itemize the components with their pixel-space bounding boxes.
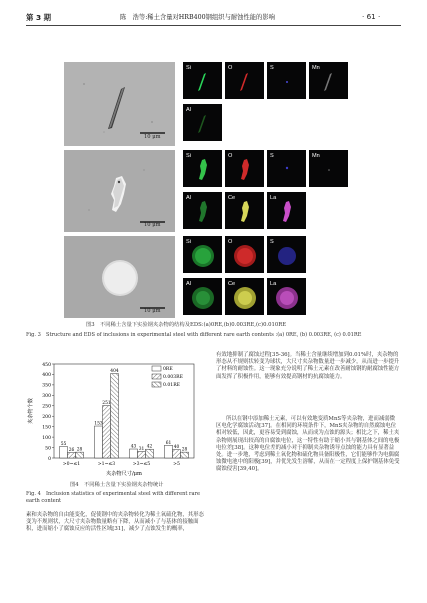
- journal-issue: 第 3 期: [26, 13, 52, 22]
- eds-map-b-la: [267, 192, 306, 229]
- y-tick-label: 100: [42, 435, 51, 441]
- element-label: Si: [186, 65, 191, 71]
- sem-image-b: [64, 150, 175, 232]
- bar: [165, 445, 173, 458]
- bar-value-label: 31: [138, 447, 145, 453]
- bar-value-label: 28: [76, 447, 83, 453]
- header-rule: [26, 25, 401, 26]
- y-tick-label: 350: [42, 383, 51, 389]
- figure-4-caption-en: Fig. 4 Inclusion statistics of experimental steel with different rare earth content: [26, 491, 200, 504]
- bar: [130, 449, 138, 458]
- bar-value-label: 404: [110, 369, 119, 375]
- bar-value-label: 42: [146, 444, 153, 450]
- element-label: Ce: [228, 195, 236, 201]
- legend-swatch: [152, 374, 161, 379]
- bar-value-label: 28: [181, 447, 188, 453]
- legend-label: 0.01RE: [163, 383, 181, 388]
- element-label: O: [228, 239, 233, 245]
- eds-map-c-si: [183, 236, 222, 273]
- eds-map-b-mn: [309, 150, 348, 187]
- bar-value-label: 40: [173, 445, 180, 451]
- element-label: S: [270, 65, 274, 71]
- bar: [111, 374, 119, 458]
- bar-value-label: 55: [60, 442, 67, 448]
- legend-label: 0RE: [163, 367, 173, 372]
- sem-image-c: [64, 236, 175, 318]
- element-label: Mn: [312, 153, 320, 159]
- element-label: Al: [186, 195, 191, 201]
- page-header: [0, 0, 427, 28]
- element-label: Mn: [312, 65, 320, 71]
- eds-map-c-la: [267, 278, 306, 315]
- x-tick-label: >5: [173, 462, 180, 467]
- scale-label-a: 10 μm: [144, 134, 161, 140]
- eds-map-a-s: [267, 62, 306, 99]
- eds-map-c-s: [267, 236, 306, 273]
- y-tick-label: 200: [42, 415, 51, 421]
- scale-label-b: 10 μm: [144, 222, 161, 228]
- y-tick-label: 150: [42, 425, 51, 431]
- y-tick-label: 400: [42, 373, 51, 379]
- eds-map-a-o: [225, 62, 264, 99]
- element-label: La: [270, 195, 277, 201]
- eds-map-b-ce: [225, 192, 264, 229]
- element-label: Al: [186, 281, 191, 287]
- figure-3-caption-cn: 图3 不同稀土含量下实验钢夹杂物的结构及EDS:(a)0RE,(b)0.003RE,(c)0.010RE: [86, 322, 287, 328]
- eds-map-c-ce: [225, 278, 264, 315]
- bar: [173, 450, 181, 458]
- eds-map-b-s: [267, 150, 306, 187]
- eds-map-b-al: [183, 192, 222, 229]
- bar: [76, 452, 84, 458]
- element-label: Al: [186, 107, 191, 113]
- element-label: La: [270, 281, 277, 287]
- figure-3-caption-en: Fig. 3 Structure and EDS of inclusions in experimental steel with different rare earth contents :(a) 0RE, (b) 0.003RE, (c) 0.01RE: [26, 332, 362, 338]
- bar: [138, 452, 146, 458]
- bar: [60, 447, 68, 458]
- element-label: Si: [186, 239, 191, 245]
- bar: [103, 406, 111, 458]
- y-tick-label: 450: [42, 362, 51, 368]
- element-label: Ce: [228, 281, 236, 287]
- element-label: S: [270, 153, 274, 159]
- y-tick-label: 250: [42, 404, 51, 410]
- x-axis-label: 夹杂物尺寸/μm: [106, 471, 142, 477]
- bar-value-label: 43: [130, 444, 137, 450]
- bar-value-label: 61: [165, 440, 172, 446]
- eds-map-c-o: [225, 236, 264, 273]
- element-label: Si: [186, 153, 191, 159]
- bar: [68, 453, 76, 458]
- element-label: O: [228, 153, 233, 159]
- eds-map-c-al: [183, 278, 222, 315]
- page-number: · 61 ·: [362, 12, 381, 21]
- legend-swatch: [152, 382, 161, 387]
- bar-value-label: 26: [68, 448, 75, 454]
- x-tick-label: >3~≤5: [132, 462, 151, 467]
- body-text-right-p1: 有效地抑制了腐蚀过程[35-36]。当稀土含量继续增加到0.01%时，夹杂物的形态从不规则状转变为球状，大尺寸夹杂物数量进一步减少，从而进一步提升了材料的耐蚀性。这一现象充分说明了稀土元素在改善耐蚀钢的耐腐蚀性能方面发挥了积极作用，能够有效提高钢材的抗腐蚀能力。: [216, 352, 400, 380]
- y-axis-label: 夹杂物个数: [28, 398, 34, 424]
- bar: [181, 452, 189, 458]
- legend-swatch: [152, 366, 161, 371]
- y-tick-label: 300: [42, 394, 51, 400]
- eds-map-a-mn: [309, 62, 348, 99]
- body-text-right-p2: 所以在钢中添加稀土元素，可以有效地变质MnS等夹杂物，进而减弱微区电化学腐蚀活动[37]。在相同的环境条件下，MnS夹杂物的自然腐蚀电位相对较低，因此，更容易受到腐蚀，从而成为点蚀的源头；相比之下，稀土夹杂物则展现出较高的自腐蚀电位，这一特性有助于缩小其与钢基体之间的电极电位差[38]。这种电位差的减小对于抑制夹杂物诱导点蚀的能力具有显著益处。进一步地，考虑到稀土氧化物和硫化物具备阳极性，它们能够作为电偶腐蚀微电池中的阳极[39]，并优先发生溶解，从而在一定程度上保护钢基体免受腐蚀侵害[39,40]。: [216, 416, 400, 473]
- eds-map-b-si: [183, 150, 222, 187]
- running-title: 陈 浩等:稀土含量对HRB400钢组织与耐蚀性能的影响: [120, 14, 275, 21]
- eds-map-b-o: [225, 150, 264, 187]
- bar-value-label: 251: [102, 401, 111, 407]
- x-tick-label: >0~≤1: [62, 462, 81, 467]
- bar-value-label: 153: [94, 421, 103, 427]
- element-label: O: [228, 65, 233, 71]
- eds-map-a-si: [183, 62, 222, 99]
- element-label: S: [270, 239, 274, 245]
- figure-4-chart: [24, 354, 204, 480]
- eds-map-a-al: [183, 104, 222, 141]
- scale-label-c: 10 μm: [144, 308, 161, 314]
- bar: [146, 449, 154, 458]
- x-tick-label: >1~≤3: [97, 462, 116, 467]
- figure-4-caption-cn: 图4 不同稀土含量下实验钢夹杂物统计: [70, 482, 164, 488]
- body-text-left: 素和夹杂物的自由能变化，促使钢中的夹杂物转化为稀土氧硫化物，其形态变为不规则状，大尺寸夹杂物数量略有下降，从而减小了与基体的接触面积，进而缩小了腐蚀反应的活性区域[31]，减少了点蚀发生的概率，: [26, 512, 204, 533]
- bar: [95, 426, 103, 458]
- y-tick-label: 50: [45, 446, 51, 452]
- legend-label: 0.003RE: [163, 375, 183, 380]
- y-tick-label: 0: [48, 456, 51, 462]
